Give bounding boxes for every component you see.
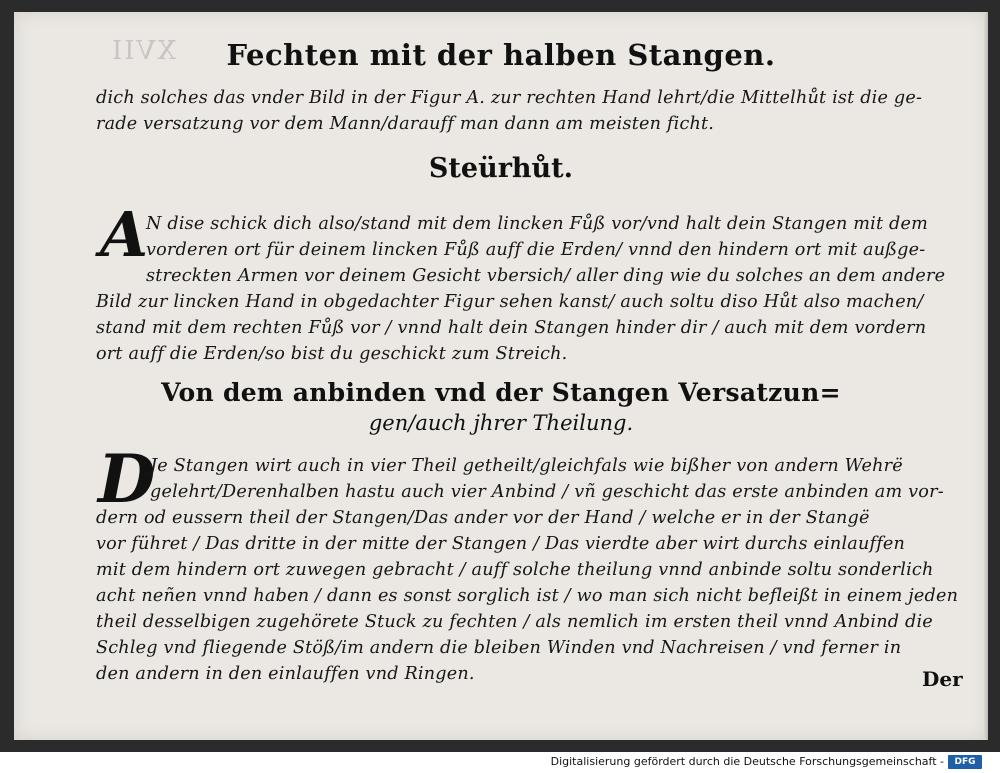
text-line: rade versatzung vor dem Mann/darauff man dann am meisten ficht. xyxy=(96,114,715,134)
text-line: vorderen ort für deinem lincken Fůß auff die Erden/ vnnd den hindern ort mit außge- xyxy=(146,240,926,260)
section-heading-anbinden: Von dem anbinden vnd der Stangen Versatzun= xyxy=(161,378,841,407)
section-heading-steurhut: Steürhůt. xyxy=(428,153,574,184)
page-edge xyxy=(984,12,988,740)
text-line: acht neñen vnnd haben / dann es sonst sorglich ist / wo man sich nicht befleißt in einem jeden xyxy=(96,586,959,606)
text-line: ort auff die Erden/so bist du geschickt zum Streich. xyxy=(96,344,568,364)
text-line: mit dem hindern ort zuwegen gebracht / auff solche theilung vnnd anbinde soltu sonderlich xyxy=(96,560,934,580)
text-line: dern od eussern theil der Stangen/Das ander vor der Hand / welche er in der Stangë xyxy=(96,508,870,528)
drop-cap-initial: D xyxy=(98,440,156,518)
text-line: theil desselbigen zugehörete Stuck zu fechten / als nemlich im ersten theil vnnd Anbind die xyxy=(96,612,933,632)
text-line: gelehrt/Derenhalben hastu auch vier Anbind / vñ geschicht das erste anbinden am vor- xyxy=(150,482,944,502)
text-line: Schleg vnd fliegende Stöß/im andern die bleiben Winden vnd Nachreisen / vnd ferner in xyxy=(96,638,902,658)
text-line: Bild zur lincken Hand in obgedachter Figur sehen kanst/ auch soltu diso Hůt also machen/ xyxy=(96,292,924,312)
text-line: Je Stangen wirt auch in vier Theil getheilt/gleichfals wie bißher von andern Wehrë xyxy=(150,456,903,476)
text-line: vor führet / Das dritte in der mitte der Stangen / Das vierdte aber wirt durchs einlauffen xyxy=(96,534,906,554)
catchword: Der xyxy=(922,667,963,691)
funding-notice: Digitalisierung gefördert durch die Deutsche Forschungsgemeinschaft - xyxy=(550,755,944,768)
text-line: streckten Armen vor deinem Gesicht vbersich/ aller ding wie du solches an dem andere xyxy=(146,266,946,286)
footer-bar xyxy=(0,752,1000,773)
text-line: den andern in den einlauffen vnd Ringen. xyxy=(96,664,475,684)
text-line: stand mit dem rechten Fůß vor / vnnd halt dein Stangen hinder dir / auch mit dem vordern xyxy=(96,318,927,338)
text-line: dich solches das vnder Bild in der Figur A. zur rechten Hand lehrt/die Mittelhůt ist die ge- xyxy=(96,88,923,108)
dfg-logo: DFG xyxy=(948,755,982,769)
section-heading-continuation: gen/auch jhrer Theilung. xyxy=(368,411,634,435)
book-page xyxy=(14,12,988,740)
running-head: Fechten mit der halben Stangen. xyxy=(226,38,776,72)
drop-cap-initial: A xyxy=(100,198,149,271)
text-line: N dise schick dich also/stand mit dem lincken Fůß vor/vnd halt dein Stangen mit dem xyxy=(146,214,929,234)
folio-number: XVII xyxy=(110,36,176,66)
